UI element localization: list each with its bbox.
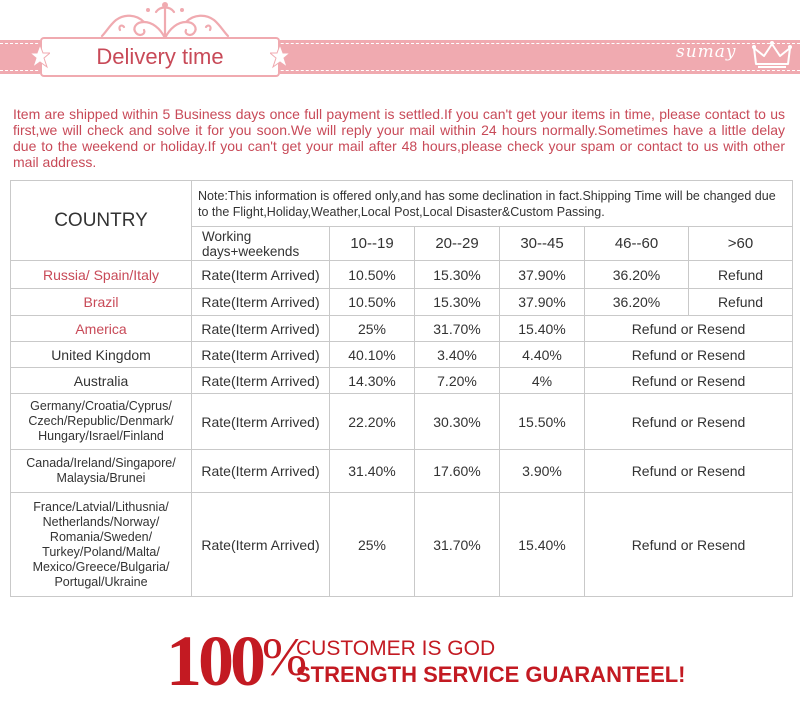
value-cell: 7.20% [415, 368, 500, 394]
value-cell: 36.20% [585, 289, 689, 316]
value-cell: 15.40% [500, 493, 585, 597]
shipping-time-table [10, 180, 793, 597]
table-note: Note:This information is offered only,and has some declination in fact.Shipping Time will be changed due to the Flight,Holiday,Weather,Local Post,Local Disaster&Custom Passing. [192, 181, 793, 227]
hundred-number: 100 [166, 621, 262, 701]
value-cell: 3.40% [415, 342, 500, 368]
value-cell: 31.70% [415, 493, 500, 597]
refund-cell: Refund or Resend [585, 450, 793, 493]
refund-cell: Refund or Resend [585, 342, 793, 368]
range-header: 30--45 [500, 227, 585, 261]
table-row [11, 342, 793, 368]
range-header: >60 [689, 227, 793, 261]
refund-cell: Refund or Resend [585, 316, 793, 342]
country-cell: Germany/Croatia/Cyprus/ Czech/Republic/Denmark/ Hungary/Israel/Finland [11, 394, 192, 450]
section-title: Delivery time [96, 44, 224, 69]
value-cell: 4% [500, 368, 585, 394]
slogan-customer-is-god: CUSTOMER IS GOD [296, 637, 496, 660]
table-row [11, 493, 793, 597]
value-cell: 17.60% [415, 450, 500, 493]
table-row [11, 261, 793, 289]
value-cell: 31.70% [415, 316, 500, 342]
value-cell: 30.30% [415, 394, 500, 450]
rate-label-cell: Rate(Iterm Arrived) [192, 368, 330, 394]
table-row [11, 394, 793, 450]
country-cell: France/Latvial/Lithusnia/ Netherlands/Norway/ Romania/Sweden/ Turkey/Poland/Malta/ Mexico/Greece/Bulgaria/ Portugal/Ukraine [11, 493, 192, 597]
value-cell: 36.20% [585, 261, 689, 289]
value-cell: 25% [330, 493, 415, 597]
country-cell: Australia [11, 368, 192, 394]
shipping-intro-text: Item are shipped within 5 Business days once full payment is settled.If you can't get your items in time, please contact to us first,we will check and solve it for you soon.We will reply your mail within 24 hours normally.Sometimes have a little delay due to the weekend or holiday.If you can't get your mail after 48 hours,please check your spam or contact to us with other mail address. [13, 106, 785, 170]
value-cell: 15.40% [500, 316, 585, 342]
star-ornament-icon [270, 45, 290, 69]
rate-label-cell: Rate(Iterm Arrived) [192, 342, 330, 368]
value-cell: 40.10% [330, 342, 415, 368]
value-cell: 15.30% [415, 261, 500, 289]
rate-label-cell: Rate(Iterm Arrived) [192, 493, 330, 597]
country-cell: Russia/ Spain/Italy [11, 261, 192, 289]
value-cell: Refund [689, 261, 793, 289]
value-cell: 31.40% [330, 450, 415, 493]
value-cell: 10.50% [330, 261, 415, 289]
value-cell: 37.90% [500, 261, 585, 289]
range-header: 10--19 [330, 227, 415, 261]
value-cell: 15.50% [500, 394, 585, 450]
rate-label-cell: Rate(Iterm Arrived) [192, 261, 330, 289]
brand-logo-text: sumay [676, 42, 737, 62]
rate-label-cell: Rate(Iterm Arrived) [192, 316, 330, 342]
refund-cell: Refund or Resend [585, 368, 793, 394]
scroll-ornament-icon [100, 0, 230, 40]
slogan-service-guarantee: STRENGTH SERVICE GUARANTEEL! [296, 662, 686, 687]
value-cell: 22.20% [330, 394, 415, 450]
range-header: 20--29 [415, 227, 500, 261]
crown-icon [752, 40, 792, 70]
value-cell: 3.90% [500, 450, 585, 493]
country-cell: Canada/Ireland/Singapore/ Malaysia/Brunei [11, 450, 192, 493]
value-cell: 37.90% [500, 289, 585, 316]
value-cell: 15.30% [415, 289, 500, 316]
working-days-label: Working days+weekends [192, 227, 330, 261]
table-row [11, 316, 793, 342]
rate-label-cell: Rate(Iterm Arrived) [192, 394, 330, 450]
value-cell: 4.40% [500, 342, 585, 368]
country-cell: United Kingdom [11, 342, 192, 368]
country-column-header: COUNTRY [11, 181, 192, 261]
range-header: 46--60 [585, 227, 689, 261]
table-row [11, 368, 793, 394]
refund-cell: Refund or Resend [585, 493, 793, 597]
rate-label-cell: Rate(Iterm Arrived) [192, 450, 330, 493]
country-cell: Brazil [11, 289, 192, 316]
refund-cell: Refund or Resend [585, 394, 793, 450]
rate-label-cell: Rate(Iterm Arrived) [192, 289, 330, 316]
table-row [11, 450, 793, 493]
percent-sign: % [262, 627, 307, 687]
value-cell: Refund [689, 289, 793, 316]
value-cell: 25% [330, 316, 415, 342]
value-cell: 10.50% [330, 289, 415, 316]
table-row [11, 289, 793, 316]
title-ribbon [40, 37, 280, 77]
value-cell: 14.30% [330, 368, 415, 394]
country-cell: America [11, 316, 192, 342]
